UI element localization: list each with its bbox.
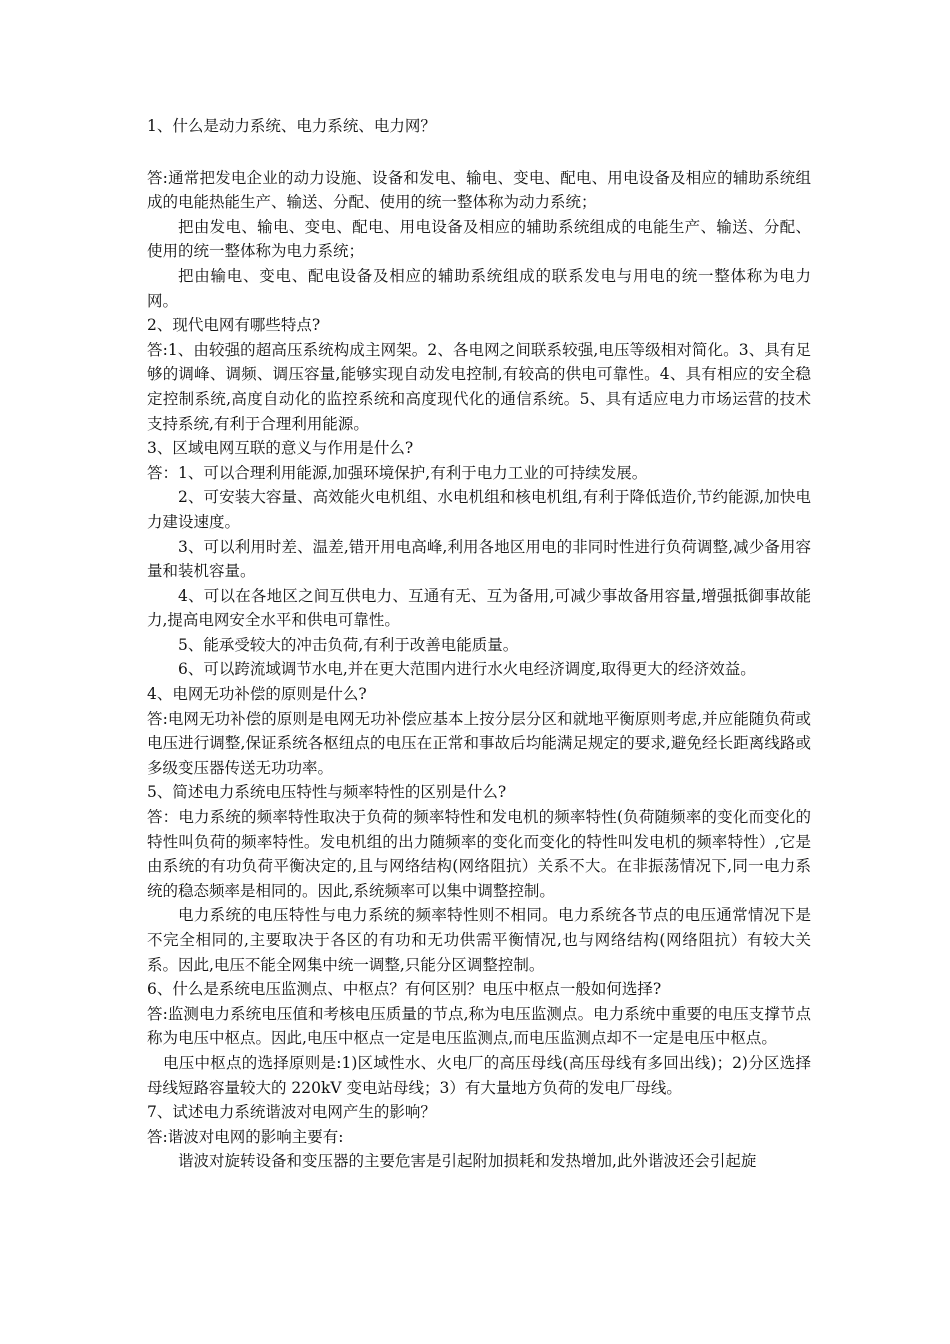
question-2: 2、现代电网有哪些特点? (147, 316, 321, 335)
answer-7-intro: 答:谐波对电网的影响主要有: (147, 1127, 344, 1146)
document-page (147, 114, 811, 1174)
answer-3-item-5: 5、能承受较大的冲击负荷,有利于改善电能质量。 (178, 635, 519, 654)
answer-6-para-2: 电压中枢点的选择原则是:1)区域性水、火电厂的高压母线(高压母线有多回出线)；2)分区选择母线短路容量较大的 220kV 变电站母线；3）有大量地方负荷的发电厂母线。 (147, 1053, 811, 1097)
answer-1-para-1: 答:通常把发电企业的动力设施、设备和发电、输电、变电、配电、用电设备及相应的辅助系统组成的电能热能生产、输送、分配、使用的统一整体称为动力系统； (147, 168, 811, 212)
answer-3-item-3: 3、可以利用时差、温差,错开用电高峰,利用各地区用电的非同时性进行负荷调整,减少备用容量和装机容量。 (147, 537, 811, 581)
question-4: 4、电网无功补偿的原则是什么? (147, 685, 367, 704)
answer-2: 答:1、由较强的超高压系统构成主网架。2、各电网之间联系较强,电压等级相对简化。3、具有足够的调峰、调频、调压容量,能够实现自动发电控制,有较高的供电可靠性。4、具有相应的安全稳定控制系统,高度自动化的监控系统和高度现代化的通信系统。5、具有适应电力市场运营的技术支持系统,有利于合理利用能源。 (147, 340, 811, 433)
question-1: 1、什么是动力系统、电力系统、电力网？ (147, 117, 436, 135)
answer-1-para-3: 把由输电、变电、配电设备及相应的辅助系统组成的联系发电与用电的统一整体称为电力网。 (147, 266, 811, 310)
question-3: 3、区域电网互联的意义与作用是什么? (147, 439, 414, 458)
answer-7-para-1: 谐波对旋转设备和变压器的主要危害是引起附加损耗和发热增加,此外谐波还会引起旋 (178, 1152, 757, 1171)
question-7: 7、试述电力系统谐波对电网产生的影响？ (147, 1103, 436, 1122)
answer-1-para-2: 把由发电、输电、变电、配电、用电设备及相应的辅助系统组成的电能生产、输送、分配、使用的统一整体称为电力系统； (147, 217, 811, 261)
answer-3-item-4: 4、可以在各地区之间互供电力、互通有无、互为备用,可减少事故备用容量,增强抵御事故能力,提高电网安全水平和供电可靠性。 (147, 586, 811, 630)
answer-4: 答:电网无功补偿的原则是电网无功补偿应基本上按分层分区和就地平衡原则考虑,并应能随负荷或电压进行调整,保证系统各枢纽点的电压在正常和事故后均能满足规定的要求,避免经长距离线路或多级变压器传送无功功率。 (147, 709, 811, 777)
answer-3-item-1: 答：1、可以合理利用能源,加强环境保护,有利于电力工业的可持续发展。 (147, 463, 648, 482)
answer-5-para-2: 电力系统的电压特性与电力系统的频率特性则不相同。电力系统各节点的电压通常情况下是不完全相同的,主要取决于各区的有功和无功供需平衡情况,也与网络结构(网络阻抗）有较大关系。因此,电压不能全网集中统一调整,只能分区调整控制。 (147, 906, 811, 974)
answer-6-para-1: 答:监测电力系统电压值和考核电压质量的节点,称为电压监测点。电力系统中重要的电压支撑节点称为电压中枢点。因此,电压中枢点一定是电压监测点,而电压监测点却不一定是电压中枢点。 (147, 1004, 811, 1048)
answer-3-item-2: 2、可安装大容量、高效能火电机组、水电机组和核电机组,有利于降低造价,节约能源,加快电力建设速度。 (147, 488, 811, 531)
answer-5-para-1: 答：电力系统的频率特性取决于负荷的频率特性和发电机的频率特性(负荷随频率的变化而变化的特性叫负荷的频率特性。发电机组的出力随频率的变化而变化的特性叫发电机的频率特性）,它是由系统的有功负荷平衡决定的,且与网络结构(网络阻抗）关系不大。在非振荡情况下,同一电力系统的稳态频率是相同的。因此,系统频率可以集中调整控制。 (147, 808, 811, 900)
question-5: 5、简述电力系统电压特性与频率特性的区别是什么? (147, 783, 507, 802)
answer-3-item-6: 6、可以跨流域调节水电,并在更大范围内进行水火电经济调度,取得更大的经济效益。 (178, 660, 756, 679)
question-6: 6、什么是系统电压监测点、中枢点？有何区别？电压中枢点一般如何选择? (147, 980, 662, 999)
